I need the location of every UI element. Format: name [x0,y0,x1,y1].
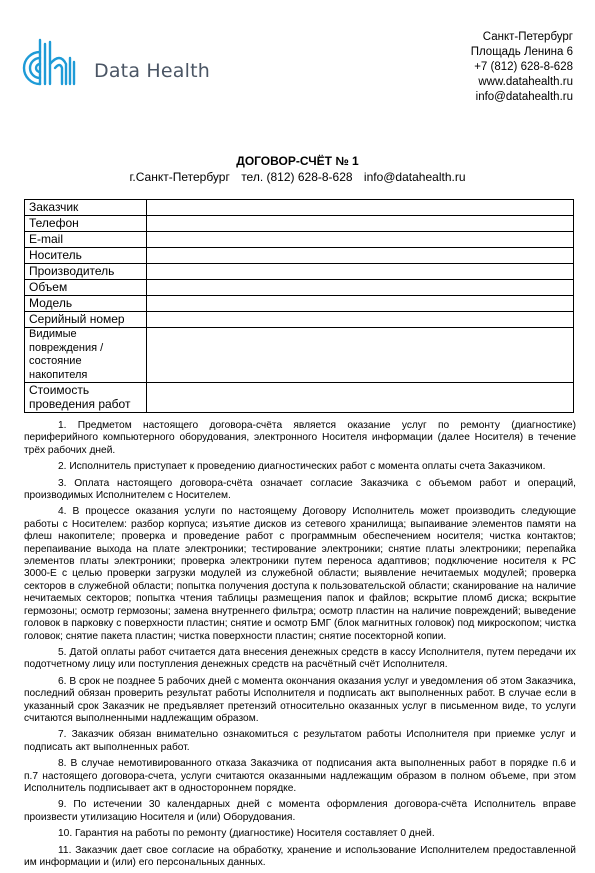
term-paragraph: 2. Исполнитель приступает к проведению диагностических работ с момента оплаты счета Заказчиком. [58,461,546,473]
header-city: г.Санкт-Петербург [129,170,230,184]
contact-email[interactable]: info@datahealth.ru [475,91,573,103]
form-label: Стоимость проведения работ [25,383,147,413]
term-paragraph: 4. В процессе оказания услуги по настоящему Договору Исполнитель может производить следующие работы с Носителем: разбор корпуса; изъятие дисков из сетевого хранилища; выпаивание элементов памяти на флеш накопителе; проверка и проведение работ с программным обеспечением носителя; чистка контактов; перепаивание выхода на плате электроники; тестирование электроники; снятие платы электроники; перепайка элементов платы электроники; проверка электроники путем переноса адаптивов; подключение носителя к PC 3000-E с целью проверки загрузки модулей из служебной области; выявление нечитаемых модулей; проверка секторов в служебной области; попытка получения доступа к пользовательской области; сканирование на наличие нечитаемых секторов; попытка чтения таблицы размещения папок и файлов; вскрытие пломб диска; вскрытие гермозоны; осмотр гермозоны; замена внутреннего фильтра; осмотр пластин на наличие повреждений; выведение головок в парковку с поверхности пластин; снятие и осмотр БМГ (блок магнитных головок) под микроскопом; чистка головок; снятие пакета пластин; чистка поверхности пластин; снятие посекторной копии. [24,506,576,642]
form-row [25,328,574,383]
contact-website[interactable]: www.datahealth.ru [478,76,573,88]
form-value[interactable] [147,264,574,280]
term-paragraph: 5. Датой оплаты работ считается дата внесения денежных средств в кассу Исполнителя, путем передачи их подотчетному лицу или поступления денежных средств на расчётный счёт Исполнителя. [24,646,576,671]
term-paragraph: 6. В срок не позднее 5 рабочих дней с момента окончания оказания услуг и уведомления об этом Заказчика, последний обязан проверить результат работы Исполнителя и подписать акт выполненных работ. В случае если в указанный срок Заказчик не предъявляет претензий относительно оказанных услуг в письменном виде, то услуги считаются выполненными надлежащим образом. [24,675,576,724]
term-paragraph: 8. В случае немотивированного отказа Заказчика от подписания акта выполненных работ в порядке п.6 и п.7 настоящего договора-счета, услуги считаются оказанными надлежащим образом в полном объеме, при этом Исполнитель подписывает акт в одностороннем порядке. [24,758,576,794]
term-paragraph: 7. Заказчик обязан внимательно ознакомиться с результатом работы Исполнителя при приемке услуг и подписать акт выполненных работ. [24,729,576,753]
document-subtitle [0,170,595,184]
form-label: Серийный номер [25,312,147,328]
header-email: info@datahealth.ru [363,170,466,184]
contact-phone: +7 (812) 628-8-628 [474,61,573,73]
brand-name: Data Health [94,60,210,82]
contact-address: Площадь Ленина 6 [470,46,573,58]
form-value[interactable] [147,296,574,312]
term-paragraph: 1. Предметом настоящего договора-счёта является оказание услуг по ремонту (диагностике) периферийного компьютерного оборудования, электронного Носителя информации (далее Носителя) в течение трёх рабочих дней. [24,420,576,456]
form-value[interactable] [147,200,574,216]
term-paragraph: 3. Оплата настоящего договора-счёта означает согласие Заказчика с объемом работ и операций, производимых Исполнителем с Носителем. [24,477,576,502]
form-row [25,296,574,312]
form-value[interactable] [147,248,574,264]
form-row [25,216,574,232]
form-label: Заказчик [25,200,147,216]
form-row [25,200,574,216]
form-label: Телефон [25,216,147,232]
form-label: Носитель [25,248,147,264]
document-title: ДОГОВОР-СЧЁТ № 1 [236,154,359,168]
form-row [25,383,574,413]
form-label: Объем [25,280,147,296]
form-row [25,248,574,264]
contract-terms [24,420,576,873]
header-phone: тел. (812) 628-8-628 [241,170,353,184]
form-value[interactable] [147,216,574,232]
contact-block [471,30,573,105]
form-label: Видимые повреждения / состояние накопителя [25,328,147,383]
form-row [25,264,574,280]
order-form-table [24,199,574,413]
form-value[interactable] [147,232,574,248]
form-value[interactable] [147,328,574,383]
term-paragraph: 10. Гарантия на работы по ремонту (диагностике) Носителя составляет 0 дней. [58,828,435,840]
contact-city: Санкт-Петербург [482,31,573,43]
form-value[interactable] [147,312,574,328]
form-value[interactable] [147,280,574,296]
term-paragraph: 11. Заказчик дает свое согласие на обработку, хранение и использование Исполнителем предоставленной им информации и (или) его персональных данных. [24,844,576,868]
form-label: E-mail [25,232,147,248]
form-row [25,232,574,248]
form-row [25,280,574,296]
form-row [25,312,574,328]
form-label: Производитель [25,264,147,280]
term-paragraph: 9. По истечении 30 календарных дней с момента оформления договора-счёта Исполнитель вправе произвести утилизацию Носителя и (или) Оборудования. [24,799,576,823]
form-value[interactable] [147,383,574,413]
form-label: Модель [25,296,147,312]
